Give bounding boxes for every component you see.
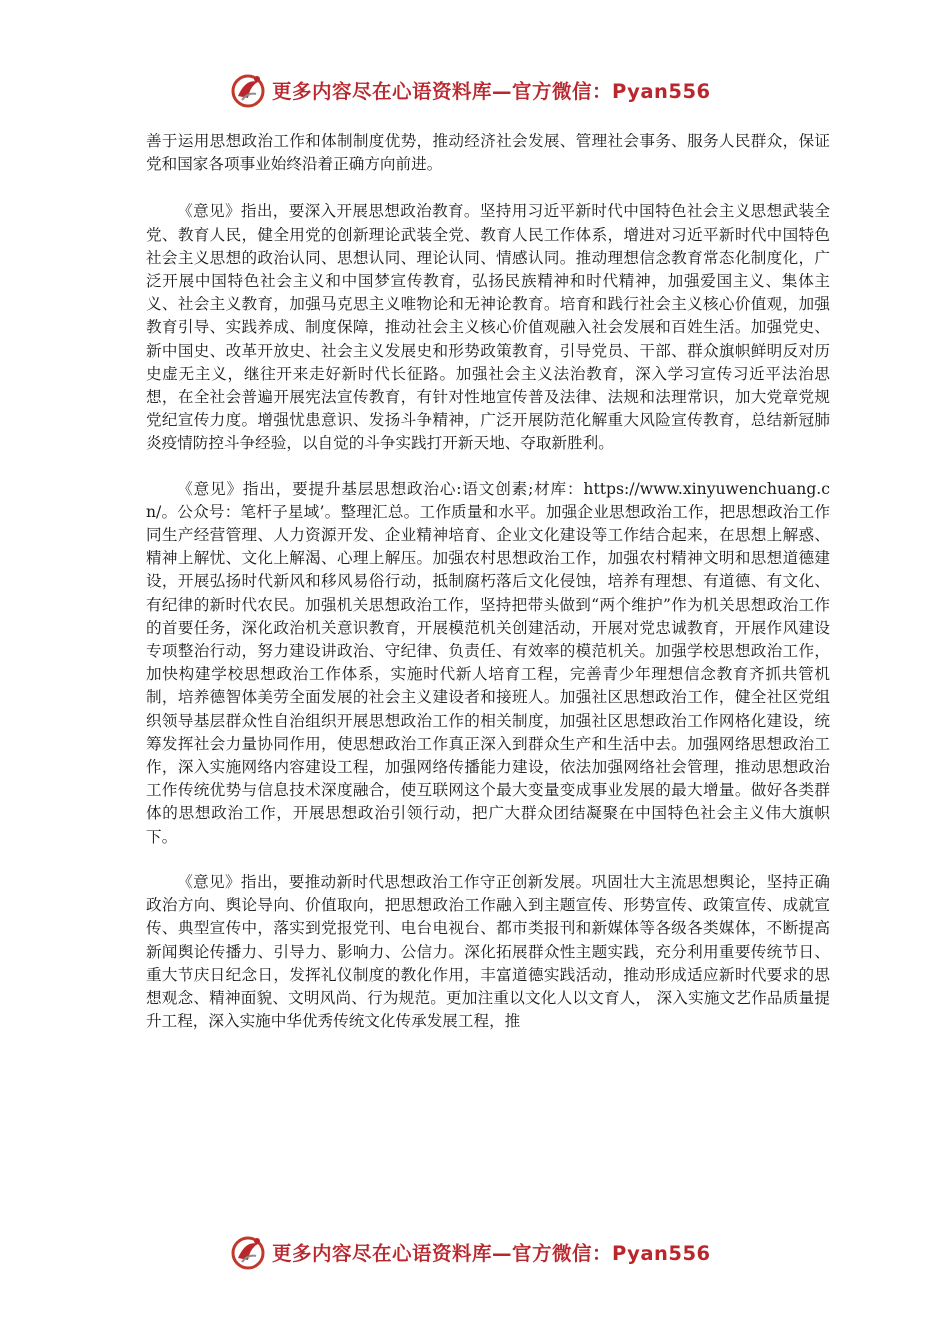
paragraph-innovation-development: 《意见》指出，要推动新时代思想政治工作守正创新发展。巩固壮大主流思想舆论，坚持正确政治方向、舆论导向、价值取向，把思想政治工作融入到主题宣传、形势宣传、政策宣传、成就宣传、典型宣传中，落实到党报党刊、电台电视台、都市类报刊和新媒体等各级各类媒体，不断提高新闻舆论传播力、引导力、影响力、公信力。深化拓展群众性主题实践，充分利用重要传统节日、重大节庆日纪念日，发挥礼仪制度的教化作用，丰富道德实践活动，推动形成适应新时代要求的思想观念、精神面貌、文明风尚、行为规范。更加注重以文化人以文育人， 深入实施文艺作品质量提升工程，深入实施中华优秀传统文化传承发展工程，推: [146, 872, 830, 1031]
paragraph-grassroots-work: 《意见》指出，要提升基层思想政治心:语文创素;材库：https://www.xinyuwenchuang.cn/。公众号：笔杆子星域’。整理汇总。工作质量和水平。加强企业思想政治工作，把思想政治工作同生产经营管理、人力资源开发、企业精神培育、企业文化建设等工作结合起来，在思想上解惑、精神上解忧、文化上解渴、心理上解压。加强农村思想政治工作，加强农村精神文明和思想道德建设，开展弘扬时代新风和移风易俗行动，抵制腐朽落后文化侵蚀，培养有理想、有道德、有文化、有纪律的新时代农民。加强机关思想政治工作，坚持把带头做到“两个维护”作为机关思想政治工作的首要任务，深化政治机关意识教育，开展模范机关创建活动，开展对党忠诚教育，开展作风建设专项整治行动，努力建设讲政治、守纪律、负责任、有效率的模范机关。加强学校思想政治工作，加快构建学校思想政治工作体系，实施时代新人培育工程，完善青少年理想信念教育齐抓共管机制，培养德智体美劳全面发展的社会主义建设者和接班人。加强社区思想政治工作，健全社区党组织领导基层群众性自治组织开展思想政治工作的相关制度，加强社区思想政治工作网格化建设，统筹发挥社会力量协同作用，使思想政治工作真正深入到群众生产和生活中去。加强网络思想政治工作，深入实施网络内容建设工程，加强网络传播能力建设，依法加强网络社会管理，推动思想政治工作传统优势与信息技术深度融合，使互联网这个最大变量变成事业发展的最大增量。做好各类群体的思想政治工作，开展思想政治引领行动，把广大群众团结凝聚在中国特色社会主义伟大旗帜下。: [146, 479, 830, 846]
footer-banner: [228, 1232, 748, 1272]
footer-banner-text: 更多内容尽在心语资料库—官方微信：Pyan556: [272, 1242, 711, 1265]
paragraph-ideological-education: 《意见》指出，要深入开展思想政治教育。坚持用习近平新时代中国特色社会主义思想武装全党、教育人民，健全用党的创新理论武装全党、教育人民工作体系，增进对习近平新时代中国特色社会主义思想的政治认同、思想认同、理论认同、情感认同。推动理想信念教育常态化制度化，广泛开展中国特色社会主义和中国梦宣传教育，弘扬民族精神和时代精神，加强爱国主义、集体主义、社会主义教育，加强马克思主义唯物论和无神论教育。培育和践行社会主义核心价值观，加强教育引导、实践养成、制度保障，推动社会主义核心价值观融入社会发展和百姓生活。加强党史、新中国史、改革开放史、社会主义发展史和形势政策教育，引导党员、干部、群众旗帜鲜明反对历史虚无主义，继往开来走好新时代长征路。加强社会主义法治教育，深入学习宣传习近平法治思想，在全社会普遍开展宪法宣传教育，有针对性地宣传普及法律、法规和法理常识，加大党章党规党纪宣传力度。增强忧患意识、发扬斗争精神，广泛开展防范化解重大风险宣传教育，总结新冠肺炎疫情防控斗争经验，以自觉的斗争实践打开新天地、夺取新胜利。: [146, 202, 830, 453]
header-banner: [228, 70, 748, 110]
paragraph-continuation: 善于运用思想政治工作和体制制度优势，推动经济社会发展、管理社会事务、服务人民群众，保证党和国家各项事业始终沿着正确方向前进。: [146, 132, 830, 174]
document-body: [146, 130, 830, 1055]
brand-logo-icon: [228, 70, 268, 110]
brand-logo-icon: [228, 1232, 268, 1272]
header-banner-text: 更多内容尽在心语资料库—官方微信：Pyan556: [272, 80, 711, 103]
